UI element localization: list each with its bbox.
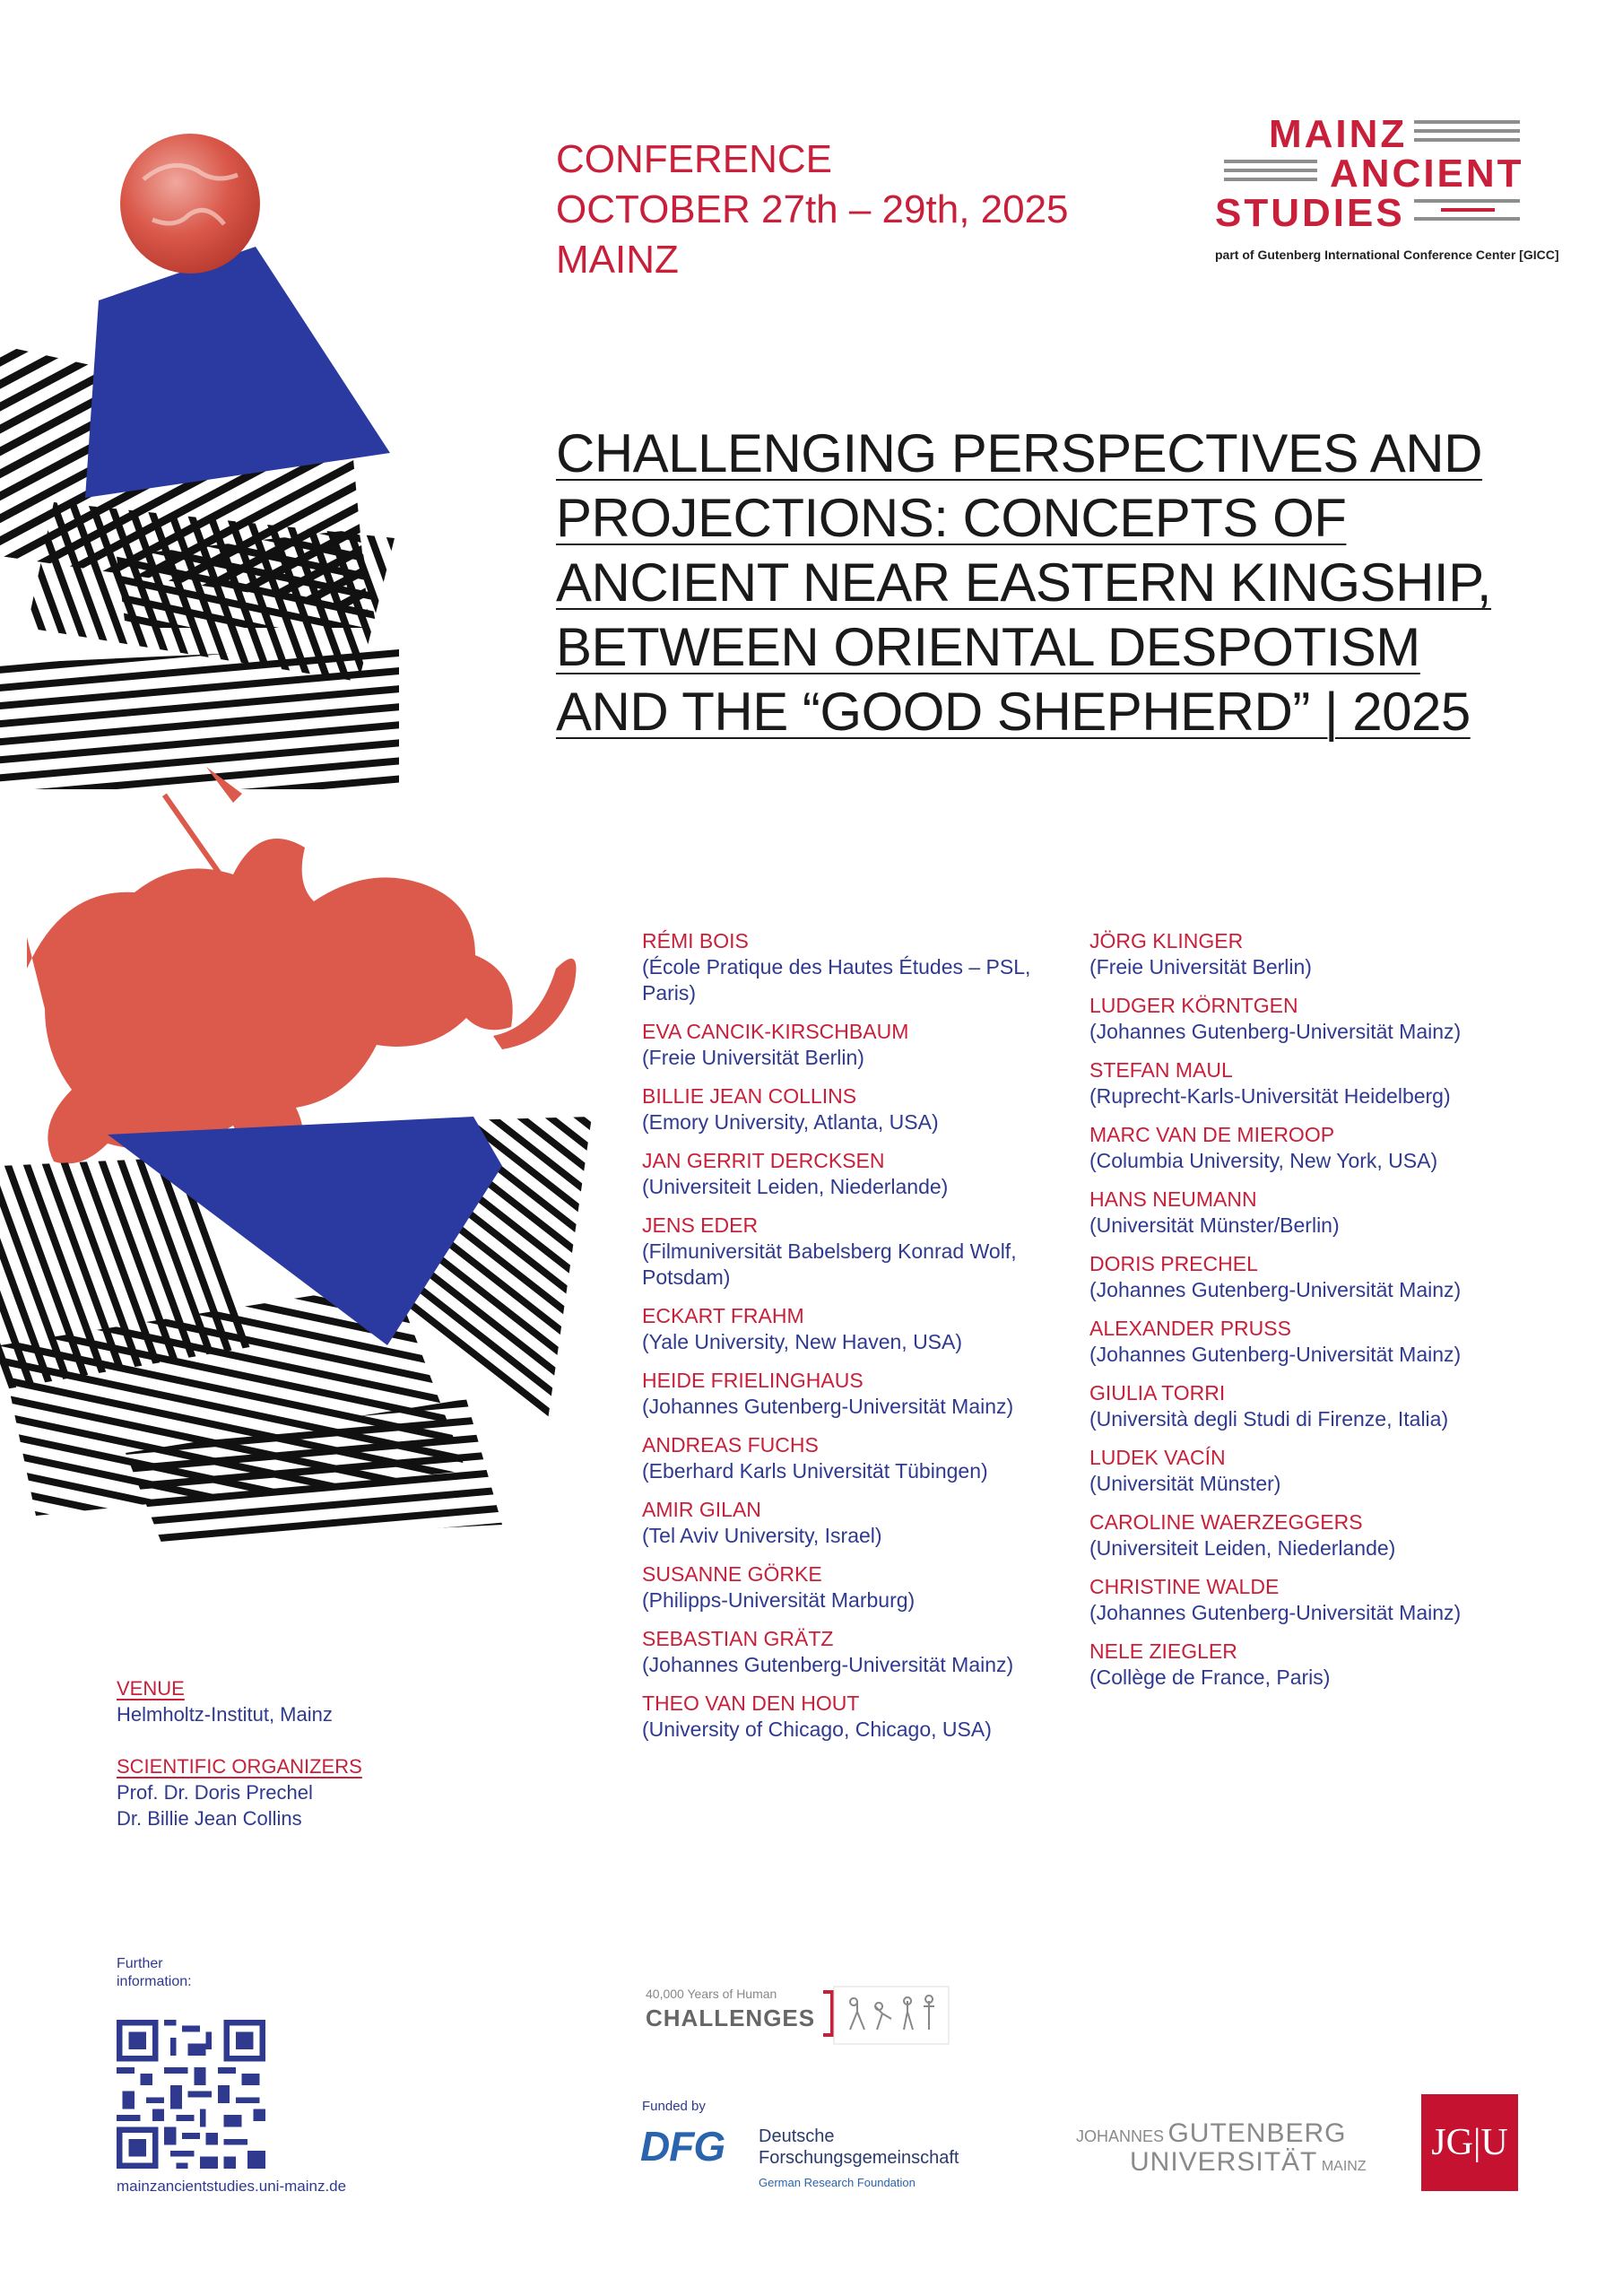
speaker-name: MARC VAN DE MIEROOP — [1089, 1123, 1335, 1146]
speaker-name: ECKART FRAHM — [642, 1304, 804, 1327]
speaker-affiliation: (Filmuniversität Babelsberg Konrad Wolf, Potsdam) — [642, 1239, 1017, 1289]
relief-figure — [27, 767, 577, 1170]
speaker-affiliation: (Johannes Gutenberg-Universität Mainz) — [1089, 1343, 1462, 1366]
venue-value: Helmholtz-Institut, Mainz — [117, 1703, 333, 1726]
speaker-affiliation: (Freie Universität Berlin) — [1089, 955, 1312, 978]
jgu-logo: JG|U — [1421, 2094, 1518, 2191]
speaker-affiliation: (Universiteit Leiden, Niederlande) — [642, 1175, 949, 1198]
speaker-name: DORIS PRECHEL — [1089, 1252, 1258, 1275]
speaker-name: LUDEK VACÍN — [1089, 1446, 1226, 1469]
dfg-english: German Research Foundation — [759, 2176, 916, 2189]
organizers-heading: SCIENTIFIC ORGANIZERS — [117, 1755, 362, 1778]
speaker-name: CHRISTINE WALDE — [1089, 1575, 1280, 1598]
speaker-name: AMIR GILAN — [642, 1498, 761, 1521]
speaker-name: NELE ZIEGLER — [1089, 1639, 1237, 1663]
conference-title — [556, 422, 1578, 744]
organizers-block — [117, 1753, 475, 1831]
speaker-affiliation: (École Pratique des Hautes Études – PSL, Paris) — [642, 955, 1031, 1004]
title-line: ANCIENT NEAR EASTERN KINGSHIP, — [556, 552, 1492, 613]
speaker-affiliation: (Universität Münster/Berlin) — [1089, 1213, 1340, 1237]
speaker-entry — [642, 1626, 1063, 1678]
speaker-affiliation: (Eberhard Karls Universität Tübingen) — [642, 1459, 988, 1483]
speaker-affiliation: (Johannes Gutenberg-Universität Mainz) — [642, 1395, 1014, 1418]
speaker-entry — [642, 1691, 1063, 1743]
speaker-name: GIULIA TORRI — [1089, 1381, 1226, 1405]
website-url[interactable]: mainzancientstudies.uni-mainz.de — [117, 2178, 347, 2195]
dfg-name-line: Deutsche — [759, 2126, 835, 2146]
further-information — [117, 1955, 192, 1991]
funded-by-label: Funded by — [642, 2099, 706, 2114]
speaker-entry — [1089, 1251, 1556, 1303]
speaker-affiliation: (Universiteit Leiden, Niederlande) — [1089, 1536, 1396, 1560]
logo-stripes — [1414, 120, 1520, 151]
title-line: BETWEEN ORIENTAL DESPOTISM — [556, 617, 1420, 677]
challenges-figures-icon — [823, 1985, 950, 2048]
speaker-entry — [1089, 1057, 1556, 1109]
speakers-left-column — [642, 928, 1063, 1755]
speaker-entry — [642, 1019, 1063, 1071]
collage-artwork — [0, 0, 610, 1543]
speaker-affiliation: (University of Chicago, Chicago, USA) — [642, 1718, 992, 1741]
speaker-affiliation: (Emory University, Atlanta, USA) — [642, 1110, 939, 1134]
jgu-johannes: JOHANNES — [1076, 2127, 1165, 2145]
jgu-wordmark — [1076, 2117, 1399, 2177]
logo-stripes — [1414, 199, 1520, 230]
challenges-big: CHALLENGES — [646, 2005, 816, 2031]
speaker-affiliation: (Johannes Gutenberg-Universität Mainz) — [1089, 1601, 1462, 1624]
speaker-affiliation: (Tel Aviv University, Israel) — [642, 1524, 882, 1547]
speaker-name: JAN GERRIT DERCKSEN — [642, 1149, 885, 1172]
speaker-name: THEO VAN DEN HOUT — [642, 1692, 860, 1715]
speaker-affiliation: (Johannes Gutenberg-Universität Mainz) — [642, 1653, 1014, 1676]
speaker-entry — [1089, 1509, 1556, 1561]
speaker-affiliation: (Yale University, New Haven, USA) — [642, 1330, 963, 1353]
logo-word: STUDIES — [1215, 191, 1405, 235]
conference-city: MAINZ — [556, 238, 679, 282]
conference-info — [556, 135, 1069, 285]
speaker-name: JENS EDER — [642, 1213, 759, 1237]
speaker-affiliation: (Freie Universität Berlin) — [642, 1046, 864, 1069]
speaker-entry — [1089, 1574, 1556, 1626]
speaker-entry — [1089, 1187, 1556, 1239]
dfg-mark: DFG — [640, 2123, 725, 2170]
speaker-name: SUSANNE GÖRKE — [642, 1562, 822, 1586]
logo-word: ANCIENT — [1330, 152, 1524, 196]
jgu-gutenberg: GUTENBERG — [1167, 2118, 1347, 2148]
challenges-logo — [644, 1985, 950, 2048]
speaker-affiliation: (Università degli Studi di Firenze, Italia) — [1089, 1407, 1449, 1431]
speaker-entry — [1089, 1380, 1556, 1432]
speaker-name: JÖRG KLINGER — [1089, 929, 1244, 952]
further-label: information: — [117, 1974, 192, 1989]
speaker-entry — [1089, 993, 1556, 1045]
speaker-affiliation: (Ruprecht-Karls-Universität Heidelberg) — [1089, 1084, 1451, 1108]
speaker-entry — [642, 1148, 1063, 1200]
mainz-ancient-studies-logo — [1215, 112, 1559, 283]
speaker-name: HEIDE FRIELINGHAUS — [642, 1369, 864, 1392]
speaker-entry — [1089, 1445, 1556, 1497]
logo-word: MAINZ — [1269, 112, 1408, 156]
speaker-affiliation: (Johannes Gutenberg-Universität Mainz) — [1089, 1020, 1462, 1043]
speaker-entry — [642, 1432, 1063, 1484]
speaker-affiliation: (Johannes Gutenberg-Universität Mainz) — [1089, 1278, 1462, 1301]
speaker-affiliation: (Philipps-Universität Marburg) — [642, 1588, 916, 1612]
speaker-name: ANDREAS FUCHS — [642, 1433, 819, 1457]
organizer-name: Dr. Billie Jean Collins — [117, 1807, 302, 1830]
speakers-right-column — [1089, 928, 1556, 1703]
speaker-entry — [642, 1561, 1063, 1613]
speaker-name: HANS NEUMANN — [1089, 1187, 1257, 1211]
speaker-entry — [642, 1083, 1063, 1135]
speaker-name: LUDGER KÖRNTGEN — [1089, 994, 1298, 1017]
title-line: CHALLENGING PERSPECTIVES AND — [556, 423, 1482, 483]
venue-heading: VENUE — [117, 1677, 185, 1700]
speaker-entry — [1089, 1639, 1556, 1691]
speaker-affiliation: (Universität Münster) — [1089, 1472, 1281, 1495]
logo-tagline: part of Gutenberg International Conference Center [GICC] — [1215, 248, 1559, 262]
logo-stripes — [1224, 160, 1317, 190]
speaker-entry — [642, 1213, 1063, 1291]
speaker-name: CAROLINE WAERZEGGERS — [1089, 1510, 1363, 1534]
globe — [120, 134, 260, 274]
speaker-entry — [1089, 1122, 1556, 1174]
venue-block — [117, 1675, 475, 1727]
jgu-mainz: MAINZ — [1321, 2159, 1367, 2174]
speaker-entry — [642, 928, 1063, 1006]
speaker-entry — [1089, 928, 1556, 980]
title-line: PROJECTIONS: CONCEPTS OF — [556, 488, 1347, 548]
speaker-entry — [642, 1368, 1063, 1420]
conference-label: CONFERENCE — [556, 137, 833, 181]
further-label: Further — [117, 1956, 163, 1971]
speaker-name: STEFAN MAUL — [1089, 1058, 1233, 1082]
speaker-affiliation: (Columbia University, New York, USA) — [1089, 1149, 1438, 1172]
speaker-name: SEBASTIAN GRÄTZ — [642, 1627, 834, 1650]
speaker-name: EVA CANCIK-KIRSCHBAUM — [642, 1020, 909, 1043]
speaker-entry — [642, 1303, 1063, 1355]
organizer-name: Prof. Dr. Doris Prechel — [117, 1781, 313, 1804]
dfg-logo — [640, 2122, 963, 2194]
speaker-name: ALEXANDER PRUSS — [1089, 1317, 1291, 1340]
qr-code-icon[interactable] — [117, 2020, 265, 2169]
speaker-name: RÉMI BOIS — [642, 929, 749, 952]
dfg-name-line: Forschungsgemeinschaft — [759, 2148, 959, 2168]
speaker-entry — [1089, 1316, 1556, 1368]
dfg-name — [759, 2126, 959, 2169]
conference-dates: OCTOBER 27th – 29th, 2025 — [556, 187, 1069, 231]
stripe-panel — [0, 646, 399, 789]
challenges-small: 40,000 Years of Human — [646, 1987, 777, 2001]
speaker-affiliation: (Collège de France, Paris) — [1089, 1665, 1331, 1689]
jgu-universitat: UNIVERSITÄT — [1130, 2147, 1318, 2177]
speaker-name: BILLIE JEAN COLLINS — [642, 1084, 857, 1108]
speaker-entry — [642, 1497, 1063, 1549]
title-line: AND THE “GOOD SHEPHERD” | 2025 — [556, 682, 1471, 742]
